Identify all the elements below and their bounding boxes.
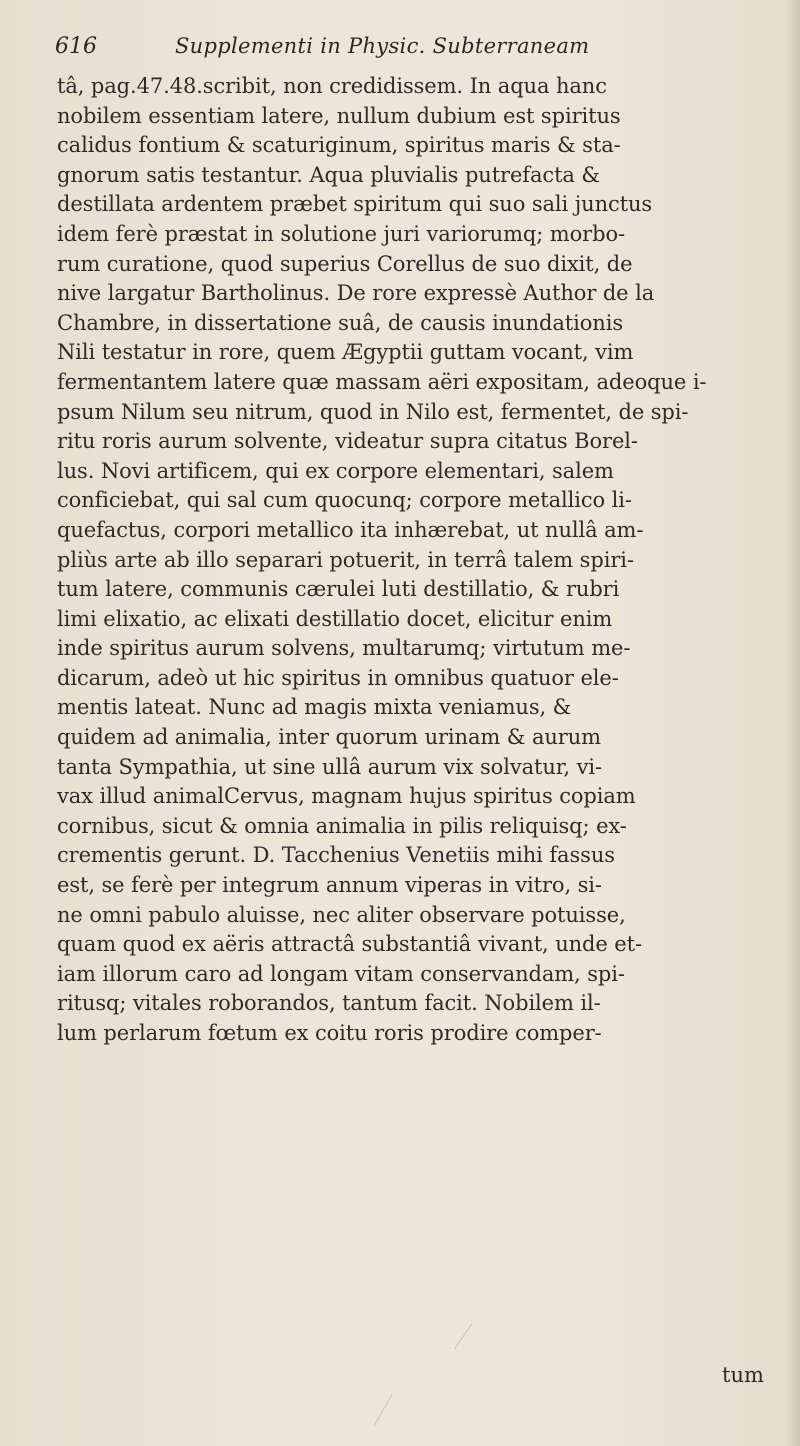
text-line: ritusq; vitales roborandos, tantum facit. Nobilem il-	[57, 991, 601, 1016]
text-line: destillata ardentem præbet spiritum qui suo sali junctus	[57, 192, 653, 217]
text-line: quam quod ex aëris attractâ substantiâ vivant, unde et-	[57, 932, 642, 957]
text-line: tum latere, communis cærulei luti destillatio, & rubri	[57, 577, 620, 602]
text-line: nobilem essentiam latere, nullum dubium est spiritus	[57, 103, 621, 128]
text-line: vax illud animalCervus, magnam hujus spiritus copiam	[57, 784, 636, 809]
text-line: iam illorum caro ad longam vitam conservandam, spi-	[57, 961, 625, 986]
text-line: lum perlarum fœtum ex coitu roris prodire comper-	[57, 1021, 602, 1045]
text-line: rum curatione, quod superius Corellus de suo dixit, de	[57, 251, 633, 276]
page-number: 616	[55, 34, 97, 59]
paper-mark	[374, 1394, 428, 1446]
text-line: calidus fontium & scaturiginum, spiritus maris & sta-	[57, 133, 621, 158]
text-line: limi elixatio, ac elixati destillatio docet, elicitur enim	[57, 606, 613, 631]
running-head: Supplementi in Physic. Subterraneam	[175, 34, 590, 58]
text-line: quefactus, corpori metallico ita inhærebat, ut nullâ am-	[57, 517, 644, 542]
text-line: gnorum satis testantur. Aqua pluvialis putrefacta &	[57, 162, 600, 187]
page-header	[55, 34, 775, 68]
text-line: tâ, pag.47.48.scribit, non credidissem. In aqua hanc	[57, 74, 607, 98]
paper-mark	[454, 1324, 497, 1366]
text-line: conficiebat, qui sal cum quocunq; corpore metallico li-	[57, 488, 632, 513]
text-line: cornibus, sicut & omnia animalia in pilis reliquisq; ex-	[57, 813, 627, 838]
body-text	[57, 72, 792, 1049]
text-line: inde spiritus aurum solvens, multarumq; virtutum me-	[57, 636, 631, 661]
text-line: ne omni pabulo aluisse, nec aliter observare potuisse,	[57, 902, 626, 927]
text-line: mentis lateat. Nunc ad magis mixta veniamus, &	[57, 695, 572, 720]
text-line: pliùs arte ab illo separari potuerit, in terrâ talem spiri-	[57, 547, 634, 572]
text-line: fermentantem latere quæ massam aëri expositam, adeoque i-	[57, 369, 707, 394]
text-line: crementis gerunt. D. Tacchenius Venetiis mihi fassus	[57, 843, 615, 868]
text-line: psum Nilum seu nitrum, quod in Nilo est, fermentet, de spi-	[57, 399, 689, 424]
text-line: nive largatur Bartholinus. De rore expressè Author de la	[57, 281, 655, 306]
text-line: Nili testatur in rore, quem Ægyptii guttam vocant, vim	[57, 340, 634, 365]
text-line: est, se ferè per integrum annum viperas in vitro, si-	[57, 873, 602, 898]
text-line: lus. Novi artificem, qui ex corpore elementari, salem	[57, 458, 614, 483]
text-line: dicarum, adeò ut hic spiritus in omnibus quatuor ele-	[57, 665, 619, 690]
catchword: tum	[722, 1363, 764, 1387]
text-line: Chambre, in dissertatione suâ, de causis inundationis	[57, 310, 624, 335]
text-line: quidem ad animalia, inter quorum urinam & aurum	[57, 725, 601, 750]
text-line: idem ferè præstat in solutione juri variorumq; morbo-	[57, 221, 625, 246]
text-line: ritu roris aurum solvente, videatur supra citatus Borel-	[57, 429, 638, 454]
text-line: tanta Sympathia, ut sine ullâ aurum vix solvatur, vi-	[57, 754, 602, 779]
